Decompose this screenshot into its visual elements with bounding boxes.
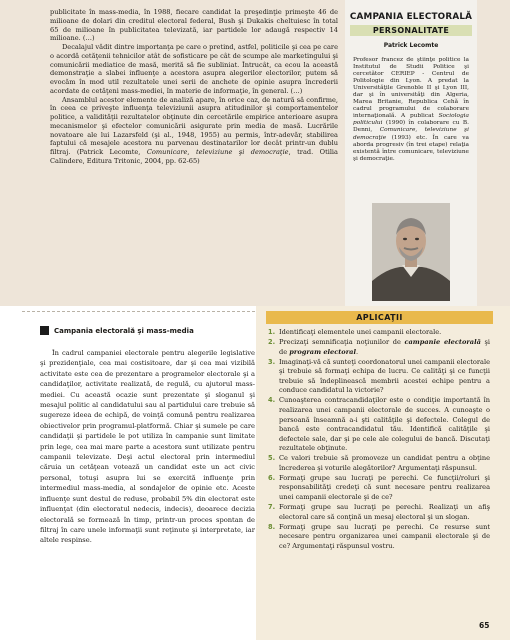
excerpt-paragraph-3: Ansamblul acestor elemente de analiză apare, în orice caz, de natură să confirme, în ceea ce priveşte influenţa televiziunii asupra atitudinilor şi comportamentelor politice, a validităţii rezultatelor obţinute din cercetările empirice anterioare asupra mecanismelor şi efectelor comunicării asigurate prin media de masă. Lucrările novatoare ale lui Lazarsfeld (şi al., 1948, 1955) au permis, într-adevăr, stabilirea faptului că mesajele acestora nu parvenau destinatarilor lor decât printr-un dublu filtraj. (Patrick Lecomte, Comunicare, televiziune şi democraţie, trad. Otilia Calindere, Editura Tritonic, 2004, pp. 62-65) bbox=[50, 95, 338, 165]
square-bullet-icon bbox=[40, 326, 49, 335]
list-item: 6. Formaţi grupe sau lucraţi pe perechi. Ce funcţii/roluri şi responsabilităţi credeţi că sunt necesare pentru realizarea unei campanii electorale şi de ce? bbox=[268, 473, 490, 502]
excerpt-paragraph-1: publicitate în mass-media, în 1988, fiecare candidat la preşedinţie primeşte 46 de milioane de dolari din creditul electoral federal, Bush şi Dukakis cheltuiesc în total 65 de milioane în publicitatea televizată, iar partidele lor adaugă respectiv 14 milioane. (…) bbox=[50, 8, 338, 43]
section-paragraph: În cadrul campaniei electorale pentru alegerile legislative şi prezidenţiale, cea mai costisitoare, dar şi cea mai vizibilă activitate este cea de prezentare a programelor electorale şi a candidaţilor, activitate realizată, de regulă, cu ajutorul mass-mediei. Cu această ocazie sunt prezentate şi sloganul şi mesajul politic al candidatului sau al partidului care trebuie să sugereze ideea de echipă, de voinţă comună pentru realizarea obiectivelor prin programul-platformă. Chiar şi sumele pe care candidaţii şi partidele le pot utiliza în campanie sunt limitate prin lege, cea mai mare parte a acestora sunt utilizate pentru campanii televizate. Deşi actul electoral prin intermediul căruia un cetăţean votează un candidat este un act civic personal, totuşi asupra lui se exercită influenţe prin intermediul mass-media, al sondajelor de opinie etc. Aceste influenţe sunt destul de reduse, probabil 5% din electorat este influenţat (din electoratul nedecis, indecis), deoarece decizia electorală se formează în timp, printr-un proces spontan de filtraj în care unele informaţii sunt reţinute şi interpretate, iar altele respinse. bbox=[40, 349, 255, 545]
list-item: 5. Ce valori trebuie să promoveze un candidat pentru a obţine încrederea şi voturile alegătorilor? Argumentaţi răspunsul. bbox=[268, 454, 490, 472]
author-portrait bbox=[372, 203, 450, 301]
list-item: 2. Precizaţi semnificaţia noţiunilor de campanie electorală şi de program electoral. bbox=[268, 337, 490, 356]
list-item: 3. Imaginaţi-vă că sunteţi coordonatorul unei campanii electorale şi trebuie să formaţi echipa de lucru. Ce calităţi şi ce funcţii trebuie să îndeplinească membrii acestei echipe pentru a conduce candidatul la victorie? bbox=[268, 357, 490, 395]
section-body bbox=[40, 348, 255, 546]
list-item: 1. Identificaţi elementele unei campanii electorale. bbox=[268, 328, 442, 336]
sidebar-title: CAMPANIA ELECTORALĂ bbox=[349, 12, 473, 22]
applications-title: APLICAŢII bbox=[266, 311, 493, 324]
portrait-illustration bbox=[372, 203, 450, 301]
list-item: 7. Formaţi grupe sau lucraţi pe perechi. Realizaţi un afiş electoral care să conţină un mesaj electoral şi un slogan. bbox=[268, 503, 490, 521]
excerpt-paragraph-2: Decalajul vădit dintre importanţa pe care o pretind, astfel, politicile şi cea pe care o acordă cetăţenii tehnicilor atât de sofisticare pe cât de scumpe ale marketingului şi comunicării mediatice de masă, merită să fie subliniat. Întrucât, ca ecou la această demonstraţie a slabei influenţe a acestora asupra alegerilor electorilor, putem să evocăm în mod util rezultatele unei serii de anchete de opinie asupra încrederii acordate de cetăţeni mass-mediei, în materie de informaţie, în general. (…) bbox=[50, 43, 338, 95]
reading-excerpt bbox=[50, 8, 338, 166]
section-title: Campania electorală şi mass-media bbox=[54, 326, 194, 335]
source-book-title: Comunicare, televiziune şi democraţie bbox=[146, 148, 289, 156]
section-divider bbox=[22, 311, 255, 312]
page-number: 65 bbox=[479, 621, 490, 630]
list-item: 4. Cunoaşterea contracandidaţilor este o condiţie importantă în realizarea unei campanii electorale de succes. A cunoaşte o persoană înseamnă a-i şti calităţile şi defectele. Colegul de bancă este contracandidatul tău. Identifică calităţile şi defectele sale, dar şi pe cele ale colegului de bancă. Discutaţi rezultatele obţinute. bbox=[268, 396, 490, 453]
section-heading bbox=[40, 324, 255, 337]
sidebar-biography: Profesor francez de ştiinţe politice la Institutul de Studii Politice şi cercetător CERIEP - Centrul de Politologie din Lyon. A predat la Universităţile Grenoble II şi Lyon III, dar şi în universităţi din Algeria, Marea Britanie, Republica Cehă în cadrul programului de colaborare internaţională. A publicat Sociologia politicului (1990) în colaborare cu B. Denni, Comunicare, televiziune şi democraţie (1993) etc. În care va aborda progresiv (în trei etape) relaţia existentă între comunicare, televiziune şi democraţie. bbox=[353, 57, 469, 162]
list-item: 8. Formaţi grupe sau lucraţi pe perechi. Ce resurse sunt necesare pentru organizarea unei campanii electorale şi de ce? Argumentaţi răspunsul vostru. bbox=[268, 522, 490, 550]
sidebar-author-name: Patrick Lecomte bbox=[383, 42, 439, 49]
applications-list bbox=[268, 328, 490, 552]
sidebar-subtitle: PERSONALITATE bbox=[350, 25, 472, 36]
